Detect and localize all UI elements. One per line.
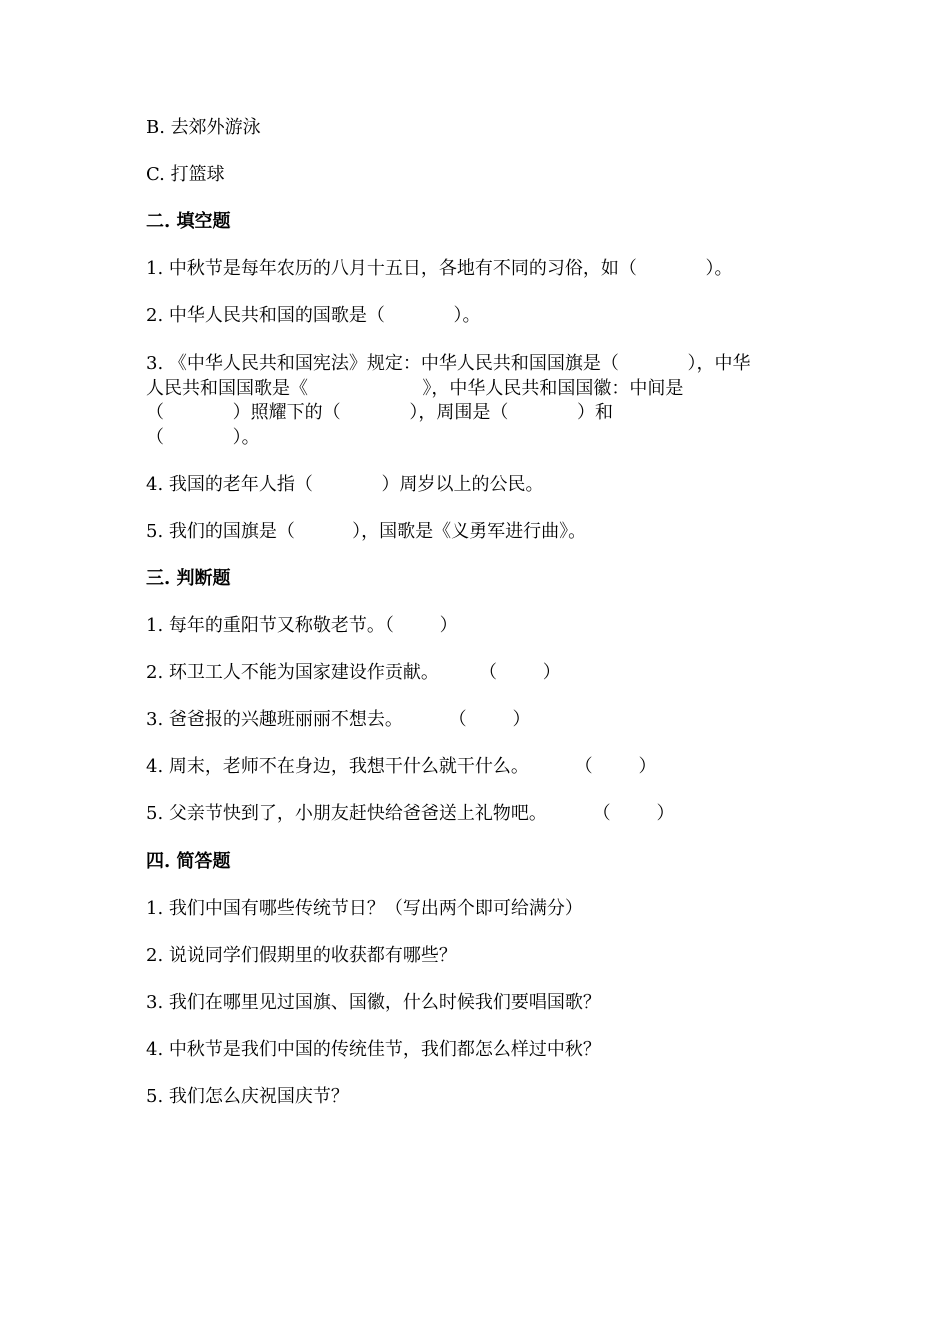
short-question-3: 3. 我们在哪里见过国旗、国徽，什么时候我们要唱国歌？ xyxy=(146,992,601,1013)
short-question-4: 4. 中秋节是我们中国的传统佳节，我们都怎么样过中秋？ xyxy=(146,1039,601,1060)
fill-question-1: 1. 中秋节是每年农历的八月十五日，各地有不同的习俗，如（ ）。 xyxy=(146,258,733,279)
section-heading-short-answer: 四. 简答题 xyxy=(146,851,231,872)
option-b: B. 去郊外游泳 xyxy=(146,117,261,138)
judge-question-2: 2. 环卫工人不能为国家建设作贡献。 （ ） xyxy=(146,662,561,683)
short-question-1: 1. 我们中国有哪些传统节日？（写出两个即可给满分） xyxy=(146,898,583,919)
judge-question-4: 4. 周末，老师不在身边，我想干什么就干什么。 （ ） xyxy=(146,756,657,777)
short-question-5: 5. 我们怎么庆祝国庆节？ xyxy=(146,1086,349,1107)
fill-question-4: 4. 我国的老年人指（ ）周岁以上的公民。 xyxy=(146,474,544,495)
fill-question-5: 5. 我们的国旗是（ ），国歌是《义勇军进行曲》。 xyxy=(146,521,587,542)
fill-question-3-line-3: （ ）照耀下的（ ），周围是（ ）和 xyxy=(146,402,613,423)
fill-question-3-line-1: 3. 《中华人民共和国宪法》规定：中华人民共和国国旗是（ ），中华 xyxy=(146,353,751,374)
judge-question-5: 5. 父亲节快到了，小朋友赶快给爸爸送上礼物吧。 （ ） xyxy=(146,803,675,824)
section-heading-true-false: 三. 判断题 xyxy=(146,568,231,589)
fill-question-3-line-2: 人民共和国国歌是《 》，中华人民共和国国徽：中间是 xyxy=(146,378,684,399)
judge-question-3: 3. 爸爸报的兴趣班丽丽不想去。 （ ） xyxy=(146,709,531,730)
section-heading-fill-blank: 二. 填空题 xyxy=(146,211,231,232)
judge-question-1: 1. 每年的重阳节又称敬老节。（ ） xyxy=(146,615,458,636)
option-c: C. 打篮球 xyxy=(146,164,225,185)
fill-question-2: 2. 中华人民共和国的国歌是（ ）。 xyxy=(146,305,481,326)
short-question-2: 2. 说说同学们假期里的收获都有哪些？ xyxy=(146,945,457,966)
fill-question-3-line-4: （ ）。 xyxy=(146,427,260,448)
